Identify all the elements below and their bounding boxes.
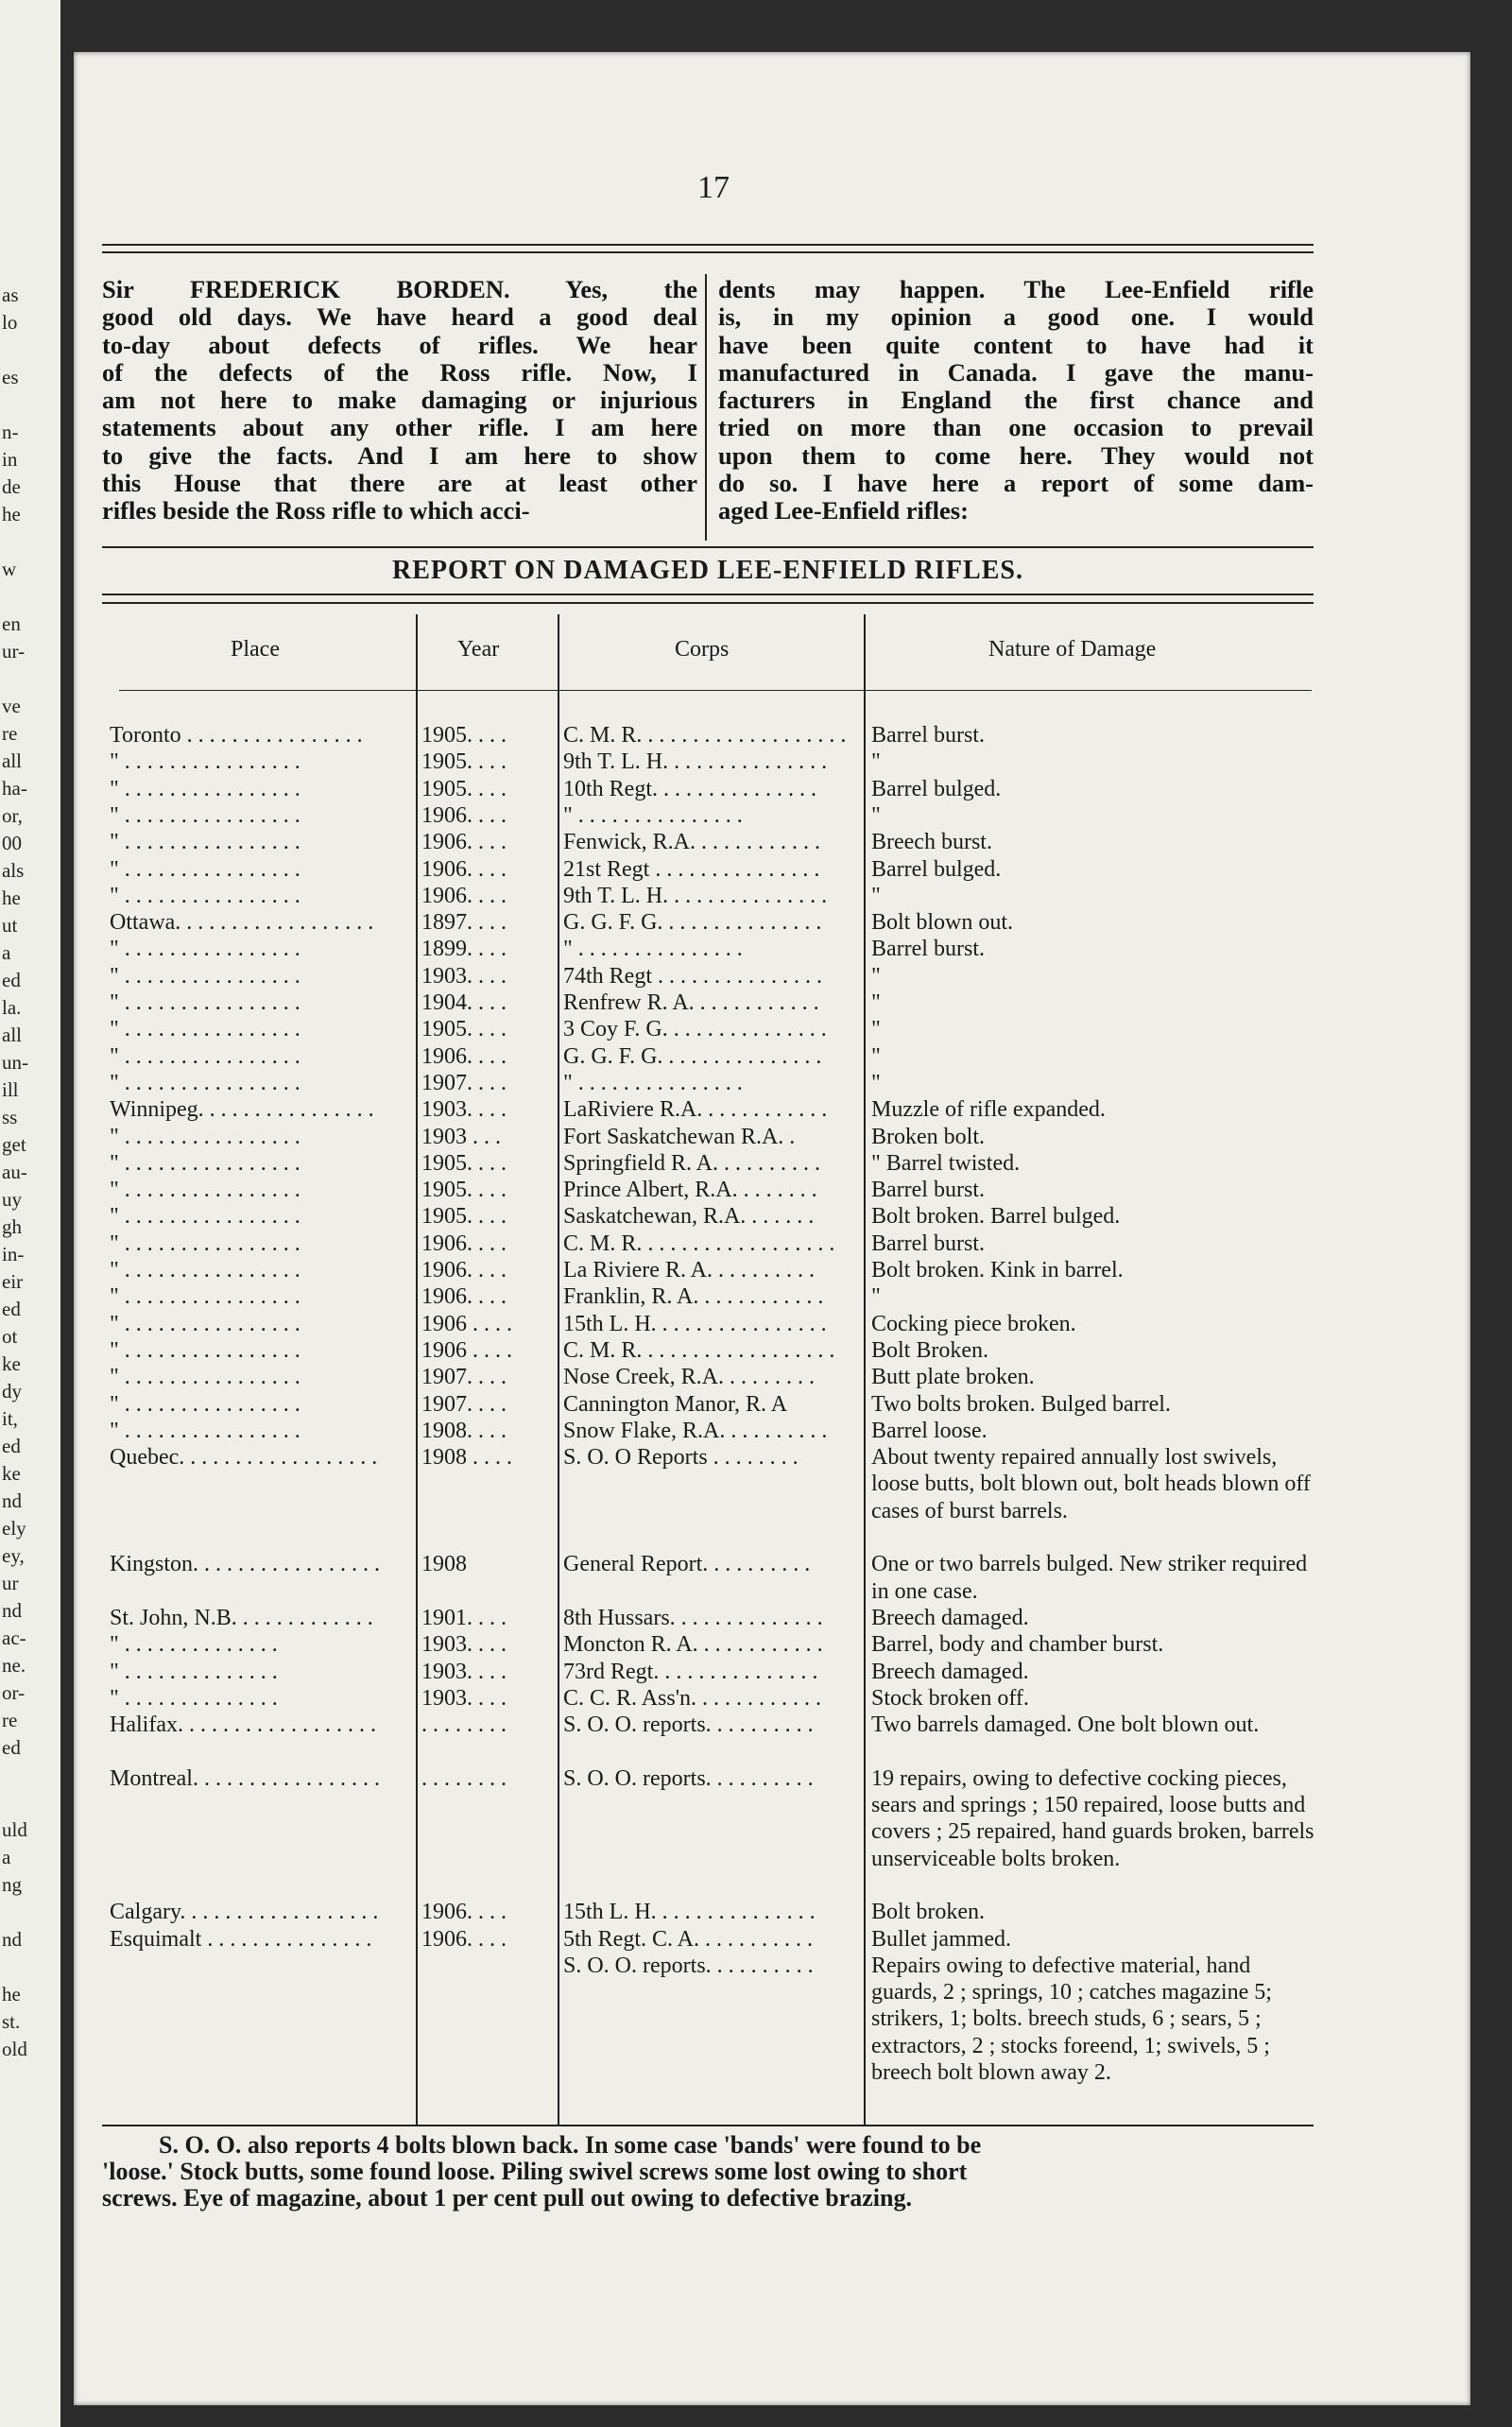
margin-fragment: ss [2,1106,18,1128]
table-row [0,1043,1512,1070]
corps-cell: 21st Regt . . . . . . . . . . . . . . . [563,856,820,882]
header-nature: Nature of Damage [988,637,1157,662]
top-rule [102,244,1314,246]
margin-fragment: ve [2,695,21,717]
table-row [0,776,1512,802]
margin-fragment: all [2,749,22,772]
margin-fragment: he [2,886,21,909]
column-separator [705,274,707,541]
place-cell: " . . . . . . . . . . . . . . . . [110,937,301,962]
table-row [0,802,1512,829]
margin-fragment: au- [2,1161,27,1183]
year-cell: 1906. . . . [421,856,507,882]
year-cell: 1905. . . . [421,1204,507,1230]
table-row [0,856,1512,883]
table-row [0,936,1512,962]
intro-line: rifles beside the Ross rifle to which acci- [102,496,530,525]
year-cell: . . . . . . . . [421,1765,507,1791]
margin-fragment: nd [2,1928,22,1951]
place-cell: St. John, N.B. . . . . . . . . . . . . [110,1605,373,1630]
corps-cell: Snow Flake, R.A. . . . . . . . . . [563,1418,828,1443]
corps-cell: 73rd Regt. . . . . . . . . . . . . . . [563,1659,818,1684]
year-cell: 1906. . . . [421,1258,507,1282]
year-cell: 1904. . . . [421,990,507,1015]
nature-cell: Repairs owing to defective material, hand guards, 2 ; springs, 10 ; catches magazine 5; strikers, 1; bolts. breech studs, 6 ; sears, 5 ; extractors, 2 ; stocks foreend, 1; swivels, 5 ; breech bolt blown away 2. [871,1953,1272,2085]
place-cell: " . . . . . . . . . . . . . . . . [110,1231,301,1256]
margin-fragment: es [2,366,19,388]
year-cell: 1899. . . . [421,937,507,962]
intro-line: manufactured in Canada. I gave the manu- [718,357,1314,387]
place-cell: " . . . . . . . . . . . . . . . . [110,990,301,1015]
place-cell: Toronto . . . . . . . . . . . . . . . . [110,723,363,748]
nature-cell: " Barrel twisted. [871,1150,1021,1176]
year-cell: 1906. . . . [421,830,507,855]
intro-line: statements about any other rifle. I am here [102,413,697,442]
nature-cell: About twenty repaired annually lost swivels, loose butts, bolt blown out, bolt heads blown off cases of burst barrels. [871,1445,1311,1523]
year-cell: 1906. . . . [421,883,507,908]
intro-line: aged Lee-Enfield rifles: [718,496,969,525]
table-row [0,1926,1512,1953]
year-cell: 1907. . . . [421,1070,507,1095]
margin-fragment: ut [2,914,18,937]
table-row [0,909,1512,936]
margin-fragment: ely [2,1517,26,1540]
year-cell: 1906 . . . . [421,1337,512,1363]
year-cell: 1905. . . . [421,723,507,748]
table-row [0,1631,1512,1658]
place-cell: " . . . . . . . . . . . . . . . . [110,1258,301,1282]
year-cell: 1906. . . . [421,1043,507,1069]
corps-cell: Prince Albert, R.A. . . . . . . . [563,1178,817,1203]
corps-cell: Fenwick, R.A. . . . . . . . . . . . [563,830,820,855]
margin-fragment: w [2,558,17,580]
margin-fragment: re [2,722,18,745]
table-row [0,1712,1512,1765]
table-row [0,1659,1512,1685]
place-cell: " . . . . . . . . . . . . . . . . [110,1337,301,1363]
margin-fragment: ke [2,1462,21,1485]
nature-cell: Bolt broken. Barrel bulged. [871,1204,1121,1230]
place-cell: " . . . . . . . . . . . . . . . . [110,1418,301,1443]
table-row [0,1444,1512,1551]
margin-fragment: ne. [2,1654,26,1677]
margin-fragment: he [2,1983,21,2005]
year-cell: 1908. . . . [421,1418,507,1443]
year-cell: 1905. . . . [421,749,507,775]
place-cell: " . . . . . . . . . . . . . . . . [110,830,301,855]
place-cell: " . . . . . . . . . . . . . . . . [110,1365,301,1390]
margin-fragment: un- [2,1051,28,1074]
margin-fragment: old [2,2038,27,2060]
place-cell: " . . . . . . . . . . . . . . [110,1659,278,1684]
place-cell: Halifax. . . . . . . . . . . . . . . . . . [110,1713,376,1738]
margin-fragment: a [2,941,11,964]
place-cell: " . . . . . . . . . . . . . . . . [110,1150,301,1176]
nature-cell: Bullet jammed. [871,1926,1011,1952]
corps-cell: Fort Saskatchewan R.A. . [563,1124,796,1149]
nature-cell: Muzzle of rifle expanded. [871,1097,1106,1123]
intro-line: this House that there are at least other [102,469,697,498]
nature-cell: " [871,1017,881,1042]
intro-line: to give the facts. And I am here to show [102,440,697,470]
corps-cell: LaRiviere R.A. . . . . . . . . . . . [563,1097,828,1123]
corps-cell: 15th L. H. . . . . . . . . . . . . . . . [563,1311,827,1336]
intro-line: tried on more than one occasion to prevail [718,413,1314,442]
year-cell: 1897. . . . [421,910,507,936]
title-rule-bottom-2 [102,602,1314,604]
table-row [0,1124,1512,1150]
top-rule-2 [102,251,1314,253]
margin-fragment: ac- [2,1627,26,1649]
margin-fragment: in- [2,1243,25,1265]
year-cell: 1908 [421,1552,467,1577]
nature-cell: Barrel bulged. [871,856,1002,882]
corps-cell: 5th Regt. C. A. . . . . . . . . . . [563,1926,814,1952]
year-cell: . . . . . . . . [421,1713,507,1738]
nature-cell: Butt plate broken. [871,1365,1035,1390]
corps-cell: 74th Regt . . . . . . . . . . . . . . . [563,963,822,989]
title-rule-bottom [102,594,1314,595]
nature-cell: " [871,883,881,908]
nature-cell: " [871,749,881,775]
year-cell: 1905. . . . [421,776,507,801]
nature-cell: Barrel burst. [871,937,985,962]
year-cell: 1903. . . . [421,963,507,989]
margin-fragment: uy [2,1188,22,1211]
place-cell: " . . . . . . . . . . . . . . . . [110,1070,301,1095]
nature-cell: " [871,990,881,1015]
corps-cell: 15th L. H. . . . . . . . . . . . . . . [563,1900,816,1925]
table-row [0,1257,1512,1283]
table-row [0,883,1512,909]
place-cell: Winnipeg. . . . . . . . . . . . . . . . [110,1097,374,1123]
corps-cell: " . . . . . . . . . . . . . . . [563,937,743,962]
place-cell: " . . . . . . . . . . . . . . . . [110,802,301,828]
table-row [0,1899,1512,1925]
margin-fragment: ng [2,1873,22,1896]
corps-cell: S. O. O. reports. . . . . . . . . . [563,1765,814,1791]
nature-cell: " [871,1284,881,1310]
corps-cell: C. M. R. . . . . . . . . . . . . . . . . . . [563,723,847,748]
table-row [0,829,1512,855]
place-cell: " . . . . . . . . . . . . . . . . [110,1017,301,1042]
nature-cell: One or two barrels bulged. New striker required in one case. [871,1552,1308,1604]
table-row [0,1203,1512,1230]
margin-fragment: as [2,284,19,306]
intro-line: am not here to make damaging or injurious [102,386,697,415]
intro-line: to-day about defects of rifles. We hear [102,330,697,359]
place-cell: " . . . . . . . . . . . . . . . . [110,1284,301,1310]
place-cell: " . . . . . . . . . . . . . . . . [110,749,301,775]
margin-fragment: ed [2,1736,21,1759]
place-cell: Calgary. . . . . . . . . . . . . . . . . . [110,1900,379,1925]
header-corps: Corps [675,637,730,662]
corps-cell: Cannington Manor, R. A [563,1391,788,1417]
margin-fragment: get [2,1133,26,1156]
corps-cell: 10th Regt. . . . . . . . . . . . . . . [563,776,816,801]
table-row [0,1364,1512,1390]
report-title: REPORT ON DAMAGED LEE-ENFIELD RIFLES. [392,556,1023,585]
footer-line-2: 'loose.' Stock butts, some found loose. Piling swivel screws some lost owing to short [102,2158,968,2185]
year-cell: 1905. . . . [421,1150,507,1176]
table-row [0,1391,1512,1418]
nature-cell: Barrel bulged. [871,776,1002,801]
nature-cell: Breech burst. [871,830,992,855]
nature-cell: Breech damaged. [871,1659,1029,1684]
table-row [0,1765,1512,1900]
place-cell: Esquimalt . . . . . . . . . . . . . . . [110,1926,372,1952]
place-cell: " . . . . . . . . . . . . . . . . [110,856,301,882]
footer-line-1: S. O. O. also reports 4 bolts blown back. In some case 'bands' were found to be [159,2131,982,2159]
year-cell: 1903. . . . [421,1097,507,1123]
intro-line: facturers in England the first chance and [718,386,1314,415]
nature-cell: Breech damaged. [871,1605,1029,1630]
corps-cell: C. M. R. . . . . . . . . . . . . . . . . . [563,1231,835,1256]
margin-fragment: la. [2,996,22,1019]
margin-fragment: dy [2,1380,22,1403]
margin-fragment: in [2,448,18,471]
margin-fragment: gh [2,1215,22,1238]
place-cell: " . . . . . . . . . . . . . . . . [110,1311,301,1336]
nature-cell: Bolt blown out. [871,910,1014,936]
nature-cell: Stock broken off. [871,1685,1029,1711]
year-cell: 1901. . . . [421,1605,507,1630]
table-row [0,1016,1512,1042]
margin-fragment: ed [2,1435,21,1457]
intro-line: Sir FREDERICK BORDEN. Yes, the [102,275,697,303]
place-cell: " . . . . . . . . . . . . . . . . [110,1043,301,1069]
place-cell: " . . . . . . . . . . . . . . . . [110,776,301,801]
place-cell: " . . . . . . . . . . . . . . . . [110,1178,301,1203]
footer-note [102,2132,1293,2212]
margin-fragment: nd [2,1599,22,1622]
table-row [0,1177,1512,1203]
table-row [0,1311,1512,1337]
nature-cell: Barrel burst. [871,1178,985,1203]
year-cell: 1903. . . . [421,1659,507,1684]
year-cell: 1907. . . . [421,1365,507,1390]
footer-rule [102,2125,1314,2126]
table-row [0,1337,1512,1364]
margin-fragment: ur- [2,640,26,663]
margin-fragment: ke [2,1352,21,1375]
nature-cell: 19 repairs, owing to defective cocking pieces, sears and springs ; 150 repaired, loose butts and covers ; 25 repaired, hand guards broken, barrels unserviceable bolts broken. [871,1765,1314,1871]
nature-cell: Bolt broken. [871,1900,985,1925]
margin-fragment: re [2,1709,18,1731]
table-row [0,1096,1512,1123]
nature-cell: Bolt Broken. [871,1337,988,1363]
header-rule [119,690,1312,691]
place-cell: " . . . . . . . . . . . . . . . . [110,883,301,908]
place-cell: Montreal. . . . . . . . . . . . . . . . . [110,1765,380,1791]
margin-fragment: nd [2,1489,22,1512]
table-row [0,1551,1512,1605]
intro-right-column [718,276,1314,525]
table-row [0,1953,1512,2113]
place-cell: Quebec. . . . . . . . . . . . . . . . . . [110,1445,378,1471]
nature-cell: Cocking piece broken. [871,1311,1076,1336]
margin-fragment: n- [2,421,19,443]
nature-cell: Barrel, body and chamber burst. [871,1632,1164,1658]
intro-line: dents may happen. The Lee-Enfield rifle [718,275,1314,303]
table-row [0,1685,1512,1712]
corps-cell: Springfield R. A. . . . . . . . . . [563,1150,821,1176]
header-year: Year [457,637,500,662]
intro-line: do so. I have here a report of some dam- [718,469,1314,498]
year-cell: 1908 . . . . [421,1445,512,1471]
place-cell: Kingston. . . . . . . . . . . . . . . . . [110,1552,381,1577]
nature-cell: Barrel burst. [871,723,985,748]
table-row [0,1605,1512,1631]
corps-cell: " . . . . . . . . . . . . . . . [563,1070,743,1095]
table-row [0,722,1512,749]
margin-fragment: lo [2,311,18,334]
corps-cell: Renfrew R. A. . . . . . . . . . . . [563,990,819,1015]
margin-fragment: st. [2,2010,21,2033]
page-number: 17 [697,170,730,205]
header-place: Place [231,637,280,662]
place-cell: Ottawa. . . . . . . . . . . . . . . . . . [110,910,374,936]
nature-cell: Barrel loose. [871,1418,988,1443]
year-cell: 1907. . . . [421,1391,507,1417]
corps-cell: G. G. F. G. . . . . . . . . . . . . . . [563,1043,822,1069]
nature-cell: Two barrels damaged. One bolt blown out. [871,1713,1260,1738]
margin-fragment: ey, [2,1544,25,1567]
corps-cell: La Riviere R. A. . . . . . . . . . [563,1258,815,1282]
intro-line: is, in my opinion a good one. I would [718,302,1314,332]
corps-cell: Saskatchewan, R.A. . . . . . . [563,1204,815,1230]
year-cell: 1906. . . . [421,1900,507,1925]
year-cell: 1906. . . . [421,802,507,828]
margin-fragment: or- [2,1681,26,1704]
corps-cell: Franklin, R. A. . . . . . . . . . . . [563,1284,824,1310]
year-cell: 1903 . . . [421,1124,501,1149]
year-cell: 1906 . . . . [421,1311,512,1336]
margin-fragment: a [2,1846,11,1868]
table-row [0,1418,1512,1444]
margin-fragment: ha- [2,777,27,800]
table-row [0,749,1512,775]
place-cell: " . . . . . . . . . . . . . . . . [110,1391,301,1417]
margin-fragment: ed [2,1298,21,1320]
margin-fragment: he [2,503,21,525]
intro-line: upon them to come here. They would not [718,440,1314,470]
place-cell: " . . . . . . . . . . . . . . [110,1685,278,1711]
nature-cell: Bolt broken. Kink in barrel. [871,1258,1124,1282]
corps-cell: General Report. . . . . . . . . . [563,1552,811,1577]
title-rule-top [102,546,1314,548]
corps-cell: S. O. O Reports . . . . . . . . [563,1445,799,1471]
margin-fragment: or, [2,804,23,827]
place-cell: " . . . . . . . . . . . . . . [110,1632,278,1658]
table-row [0,963,1512,990]
margin-fragment: uld [2,1818,27,1841]
corps-cell: C. C. R. Ass'n. . . . . . . . . . . . [563,1685,822,1711]
year-cell: 1903. . . . [421,1685,507,1711]
margin-fragment: 00 [2,832,22,854]
nature-cell: " [871,963,881,989]
corps-cell: C. M. R. . . . . . . . . . . . . . . . . . [563,1337,835,1363]
nature-cell: " [871,1070,881,1095]
corps-cell: " . . . . . . . . . . . . . . . [563,802,743,828]
corps-cell: S. O. O. reports. . . . . . . . . . [563,1953,814,1978]
corps-cell: 8th Hussars. . . . . . . . . . . . . . [563,1605,823,1630]
margin-fragment: ur [2,1572,19,1594]
intro-left-column [102,276,697,525]
nature-cell: Barrel burst. [871,1231,985,1256]
footer-line-3: screws. Eye of magazine, about 1 per cent pull out owing to defective brazing. [102,2184,912,2212]
table-row [0,990,1512,1016]
place-cell: " . . . . . . . . . . . . . . . . [110,963,301,989]
year-cell: 1905. . . . [421,1017,507,1042]
table-row [0,1231,1512,1257]
year-cell: 1905. . . . [421,1178,507,1203]
table-row [0,1070,1512,1096]
corps-cell: 9th T. L. H. . . . . . . . . . . . . . . [563,749,828,775]
table-row [0,1150,1512,1177]
year-cell: 1903. . . . [421,1632,507,1658]
margin-fragment: en [2,612,21,635]
year-cell: 1906. . . . [421,1284,507,1310]
intro-line: of the defects of the Ross rifle. Now, I [102,357,697,387]
margin-fragment: eir [2,1270,24,1293]
nature-cell: Two bolts broken. Bulged barrel. [871,1391,1171,1417]
corps-cell: S. O. O. reports. . . . . . . . . . [563,1713,814,1738]
margin-fragment: ill [2,1078,19,1101]
margin-fragment: ot [2,1325,18,1348]
margin-fragment: it, [2,1407,18,1430]
margin-fragment: de [2,475,21,498]
corps-cell: G. G. F. G. . . . . . . . . . . . . . . [563,910,822,936]
intro-line: good old days. We have heard a good deal [102,302,697,332]
margin-fragment: ed [2,969,21,991]
corps-cell: 9th T. L. H. . . . . . . . . . . . . . . [563,883,828,908]
table-row [0,1283,1512,1310]
nature-cell: Broken bolt. [871,1124,985,1149]
corps-cell: Nose Creek, R.A. . . . . . . . . [563,1365,815,1390]
place-cell: " . . . . . . . . . . . . . . . . [110,1204,301,1230]
corps-cell: 3 Coy F. G. . . . . . . . . . . . . . . [563,1017,827,1042]
corps-cell: Moncton R. A. . . . . . . . . . . . [563,1632,823,1658]
year-cell: 1906. . . . [421,1231,507,1256]
year-cell: 1906. . . . [421,1926,507,1952]
nature-cell: " [871,802,881,828]
nature-cell: " [871,1043,881,1069]
intro-line: have been quite content to have had it [718,330,1314,359]
margin-fragment: all [2,1024,22,1046]
place-cell: " . . . . . . . . . . . . . . . . [110,1124,301,1149]
margin-fragment: als [2,859,25,882]
